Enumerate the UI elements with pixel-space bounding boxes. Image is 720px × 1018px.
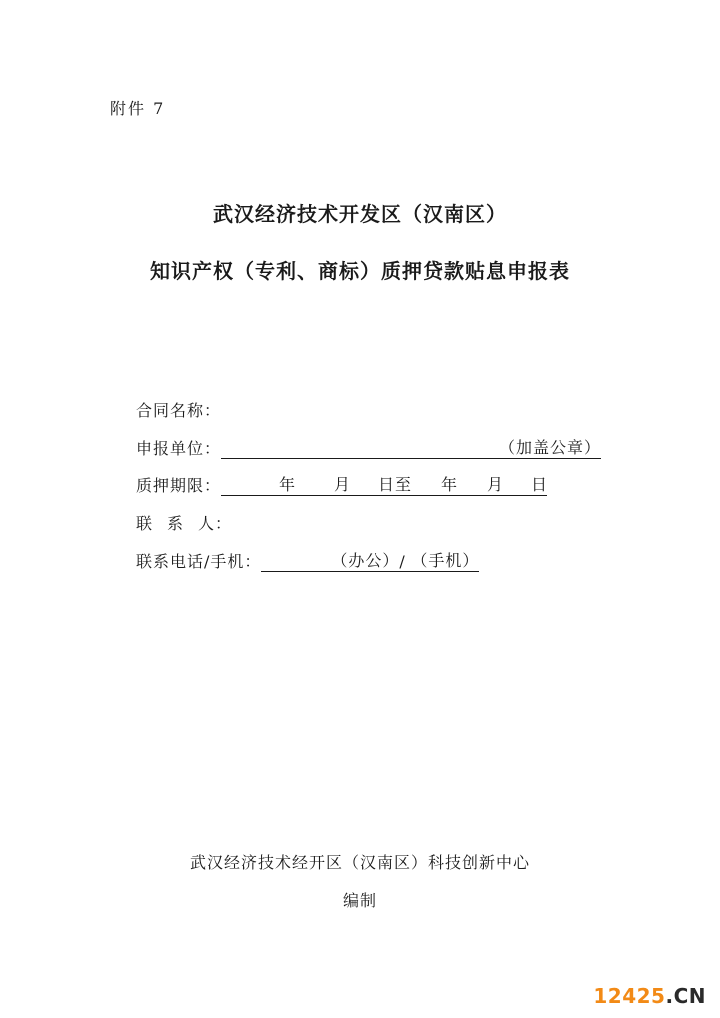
contract-name-label: 合同名称： (136, 401, 222, 420)
pledge-term-label: 质押期限： (136, 476, 222, 495)
contact-label-char-3: 人： (198, 514, 233, 533)
contact-label-char-1: 联 (136, 514, 154, 533)
pledge-term-field[interactable] (221, 475, 547, 496)
watermark-domain: .CN (665, 984, 706, 1008)
title-line-1: 武汉经济技术开发区（汉南区） (213, 202, 507, 226)
phone-row (136, 549, 479, 572)
phone-mobile-note: （手机） (411, 551, 480, 570)
term-day-to: 日至 (378, 475, 413, 494)
phone-office-note: （办公） (331, 551, 400, 570)
pledge-term-row (136, 473, 547, 496)
applicant-field[interactable] (221, 438, 601, 459)
term-month-2: 月 (487, 475, 505, 494)
term-year-1: 年 (279, 475, 297, 494)
contact-person-row (136, 511, 232, 534)
term-year-2: 年 (441, 475, 459, 494)
contract-name-row (136, 398, 221, 421)
phone-label: 联系电话/手机： (136, 552, 262, 571)
phone-field[interactable] (261, 551, 479, 572)
term-day-2: 日 (531, 475, 549, 494)
applicant-seal-note: （加盖公章） (499, 438, 602, 457)
contact-label-char-2: 系 (167, 514, 185, 533)
title-line-2: 知识产权（专利、商标）质押贷款贴息申报表 (150, 259, 570, 283)
watermark-number: 12425 (593, 984, 666, 1008)
compiled-text: 编制 (342, 891, 377, 910)
issuer-text: 武汉经济技术经开区（汉南区）科技创新中心 (189, 853, 530, 872)
phone-separator: / (399, 552, 406, 571)
applicant-row (136, 436, 601, 459)
site-watermark-logo (593, 984, 706, 1008)
applicant-label: 申报单位： (136, 439, 222, 458)
term-month-1: 月 (334, 475, 352, 494)
attachment-label: 附件 7 (110, 99, 166, 118)
